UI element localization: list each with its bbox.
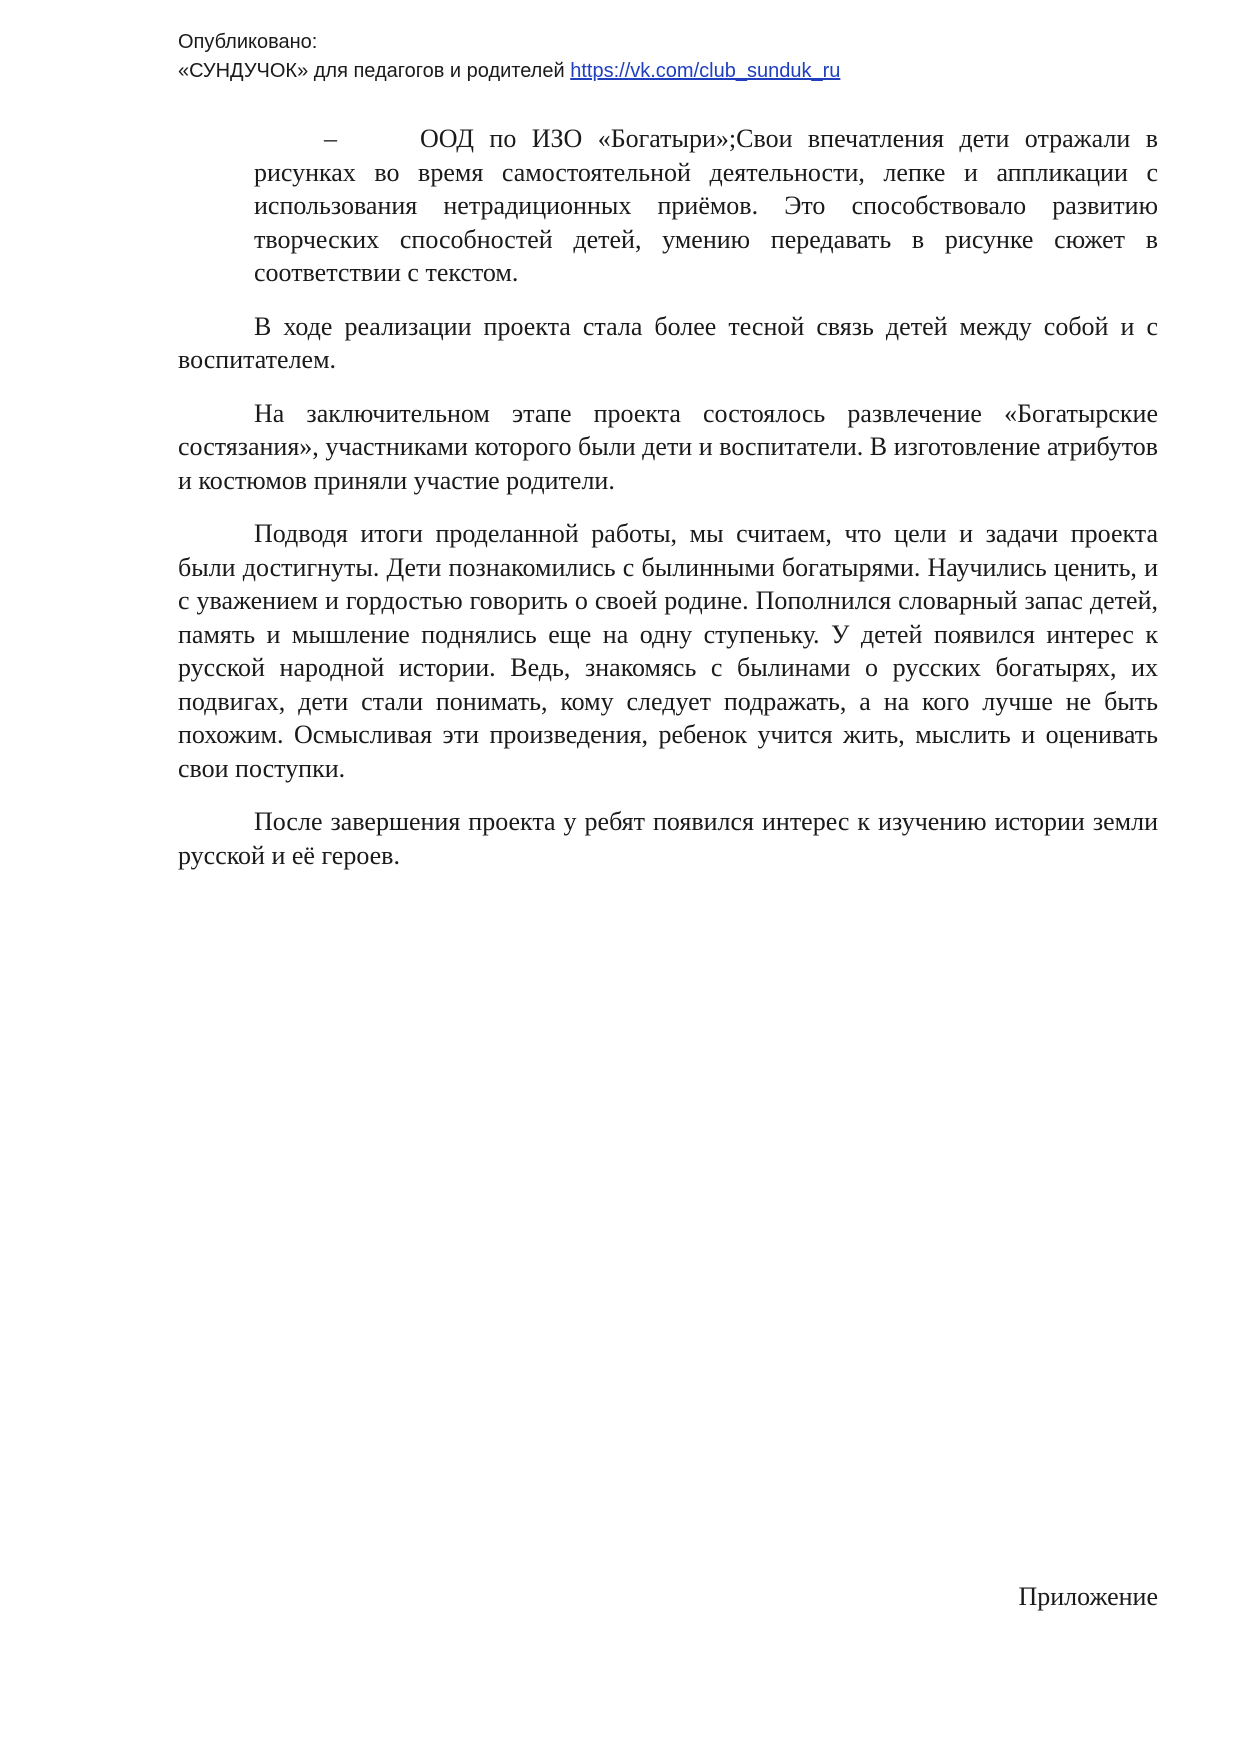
list-item-activity — [254, 122, 1158, 290]
paragraph-summary: Подводя итоги проделанной работы, мы считаем, что цели и задачи проекта были достигнуты. Дети познакомились с былинными богатырями. Научились ценить, и с уважением и гордостью говорить о своей родине. Пополнился словарный запас детей, память и мышление поднялись еще на одну ступеньку. У детей появился интерес к русской народной истории. Ведь, знакомясь с былинами о русских богатырях, их подвигах, дети стали понимать, кому следует подражать, а на кого лучше не быть похожим. Осмысливая эти произведения, ребенок учится жить, мыслить и оценивать свои поступки. — [178, 519, 1158, 783]
published-label: Опубликовано: — [178, 31, 318, 53]
appendix-label: Приложение — [1018, 1582, 1158, 1611]
publisher-link[interactable]: https://vk.com/club_sunduk_ru — [570, 60, 841, 82]
publisher-line — [178, 57, 840, 86]
list-dash: – — [324, 124, 337, 153]
publisher-name: «СУНДУЧОК» для педагогов и родителей — [178, 60, 571, 82]
paragraph-conclusion: После завершения проекта у ребят появился интерес к изучению истории земли русской и её героев. — [178, 807, 1158, 870]
paragraph-final-stage: На заключительном этапе проекта состоялось развлечение «Богатырские состязания», участниками которого были дети и воспитатели. В изготовление атрибутов и костюмов приняли участие родители. — [178, 398, 1158, 495]
list-item-text: ООД по ИЗО «Богатыри»;Свои впечатления дети отражали в рисунках во время самостоятельной деятельности, лепке и аппликации с использования нетрадиционных приёмов. Это способствовало развитию творческих способностей детей, умению передавать в рисунке сюжет в соответствии с текстом. — [254, 124, 1158, 287]
publication-header — [178, 28, 840, 86]
paragraph-connection: В ходе реализации проекта стала более тесной связь детей между собой и с воспитателем. — [178, 311, 1158, 374]
document-body — [178, 122, 1158, 892]
